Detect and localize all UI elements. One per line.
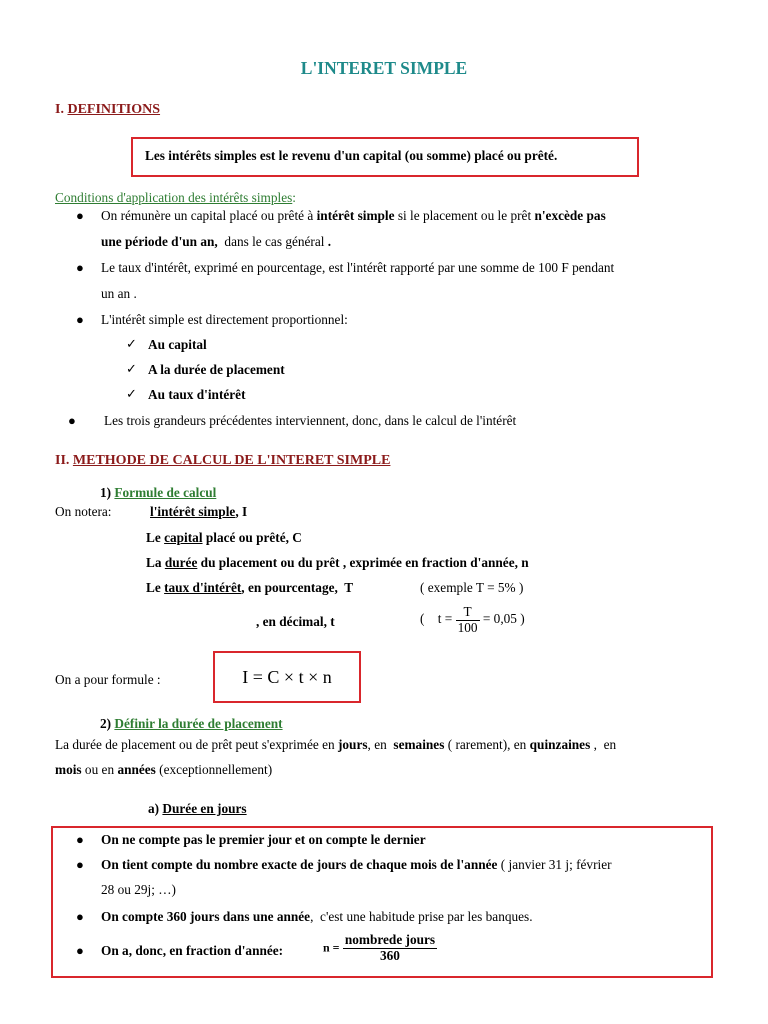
text: , en [590, 737, 617, 752]
text: , I [235, 504, 248, 519]
text: mois [55, 762, 82, 777]
checkmark-icon: ✓ [126, 361, 137, 376]
numerator: nombrede jours [344, 932, 436, 947]
notation-c [146, 530, 302, 546]
section-number: I. [55, 102, 68, 117]
text: l'intérêt simple [150, 504, 236, 519]
condition-2-line2: un an . [101, 286, 137, 301]
checkmark-icon: ✓ [126, 386, 137, 401]
subsection-number: a) [148, 801, 163, 816]
jours-rule-3 [101, 909, 533, 925]
bullet-icon: ● [76, 208, 84, 223]
section-methode [55, 453, 390, 469]
text: quinzaines [529, 737, 591, 752]
subsection-jours [148, 801, 247, 817]
text: , c'est une habitude prise par les banques. [310, 909, 533, 924]
text: taux d'intérêt [164, 580, 242, 595]
conditions-label: Conditions d'application des intérêts simples [55, 190, 293, 205]
text: On compte 360 jours dans une année [101, 909, 311, 924]
subsection-number: 2) [100, 716, 115, 731]
section-number: II. [55, 453, 73, 468]
checkmark-icon: ✓ [126, 336, 137, 351]
bullet-icon: ● [76, 312, 84, 327]
text: si le placement ou le prêt [394, 208, 535, 223]
denominator: 100 [457, 619, 478, 635]
bullet-icon: ● [76, 260, 84, 275]
text: jours [337, 737, 368, 752]
notation-t-example: ( exemple T = 5% ) [420, 580, 524, 595]
text: ( janvier 31 j; février [497, 857, 612, 872]
text: n = [323, 940, 340, 955]
text: durée [164, 555, 198, 570]
text: semaines [393, 737, 445, 752]
check-item-1: Au capital [148, 337, 207, 352]
text: ( t = [420, 611, 453, 627]
bullet-icon: ● [76, 857, 84, 872]
jours-rule-2-line1 [101, 857, 612, 873]
duree-line1 [55, 737, 616, 753]
text: . [327, 234, 332, 249]
notation-t-decimal: , en décimal, t [256, 614, 335, 629]
text: n'excède pas [534, 208, 606, 223]
bullet-icon: ● [76, 909, 84, 924]
section-label: DEFINITIONS [67, 102, 161, 117]
notation-i [150, 504, 247, 520]
text: , en [367, 737, 394, 752]
condition-1-line2 [101, 234, 331, 250]
text: intérêt simple [316, 208, 395, 223]
formule-label: On a pour formule : [55, 672, 161, 687]
numerator: T [456, 605, 480, 621]
text: capital [164, 530, 203, 545]
text: , en pourcentage, T [241, 580, 354, 595]
check-item-2: A la durée de placement [148, 362, 285, 377]
jours-fraction-formula [323, 933, 437, 963]
condition-1-line1 [101, 208, 606, 224]
text: On tient compte du nombre exacte de jours de chaque mois de l'année [101, 857, 498, 872]
text: Le [146, 580, 165, 595]
notera-label: On notera: [55, 504, 112, 519]
condition-4: Les trois grandeurs précédentes interviennent, donc, dans le calcul de l'intérêt [104, 413, 517, 428]
text: ou en [81, 762, 118, 777]
jours-rule-1: On ne compte pas le premier jour et on compte le dernier [101, 832, 426, 847]
subsection-label: Formule de calcul [114, 485, 217, 500]
text: La durée de placement ou de prêt peut s'exprimée en [55, 737, 338, 752]
section-label: METHODE DE CALCUL DE L'INTERET SIMPLE [72, 453, 391, 468]
check-item-3: Au taux d'intérêt [148, 387, 246, 402]
fraction-jours-360 [343, 933, 437, 963]
text: = 0,05 ) [482, 611, 525, 627]
text: années [117, 762, 156, 777]
decimal-formula [420, 605, 525, 635]
subsection-duree [100, 716, 283, 732]
notation-n [146, 555, 529, 571]
bullet-icon: ● [76, 943, 84, 958]
notation-t-percent [146, 580, 353, 596]
subsection-label: Durée en jours [162, 801, 247, 816]
text: une période d'un an, [101, 234, 218, 249]
jours-rule-4-text: On a, donc, en fraction d'année: [101, 943, 284, 958]
page-title: L'INTERET SIMPLE [300, 58, 468, 78]
section-definitions [55, 102, 160, 118]
bullet-icon: ● [76, 832, 84, 847]
denominator: 360 [379, 947, 400, 963]
text: Le [146, 530, 165, 545]
subsection-label: Définir la durée de placement [114, 716, 283, 731]
jours-rule-2-line2: 28 ou 29j; …) [101, 882, 176, 897]
definition-text: Les intérêts simples est le revenu d'un capital (ou somme) placé ou prêté. [145, 148, 558, 163]
fraction-t-100 [456, 605, 480, 635]
text: dans le cas général [217, 234, 328, 249]
text: (exceptionnellement) [155, 762, 273, 777]
text: placé ou prêté, C [202, 530, 302, 545]
bullet-icon: ● [68, 413, 76, 428]
conditions-colon: : [292, 190, 296, 205]
text: On rémunère un capital placé ou prêté à [101, 208, 317, 223]
conditions-heading [55, 190, 296, 206]
subsection-number: 1) [100, 485, 115, 500]
condition-3: L'intérêt simple est directement proportionnel: [101, 312, 348, 327]
condition-2-line1: Le taux d'intérêt, exprimé en pourcentage, est l'intérêt rapporté par une somme de 100 F pendant [101, 260, 615, 275]
formula-main: I = C × t × n [242, 667, 332, 687]
subsection-formule [100, 485, 216, 501]
text: ( rarement), en [444, 737, 530, 752]
duree-line2 [55, 762, 272, 778]
text: La [146, 555, 165, 570]
text: du placement ou du prêt , exprimée en fraction d'année, n [197, 555, 529, 570]
